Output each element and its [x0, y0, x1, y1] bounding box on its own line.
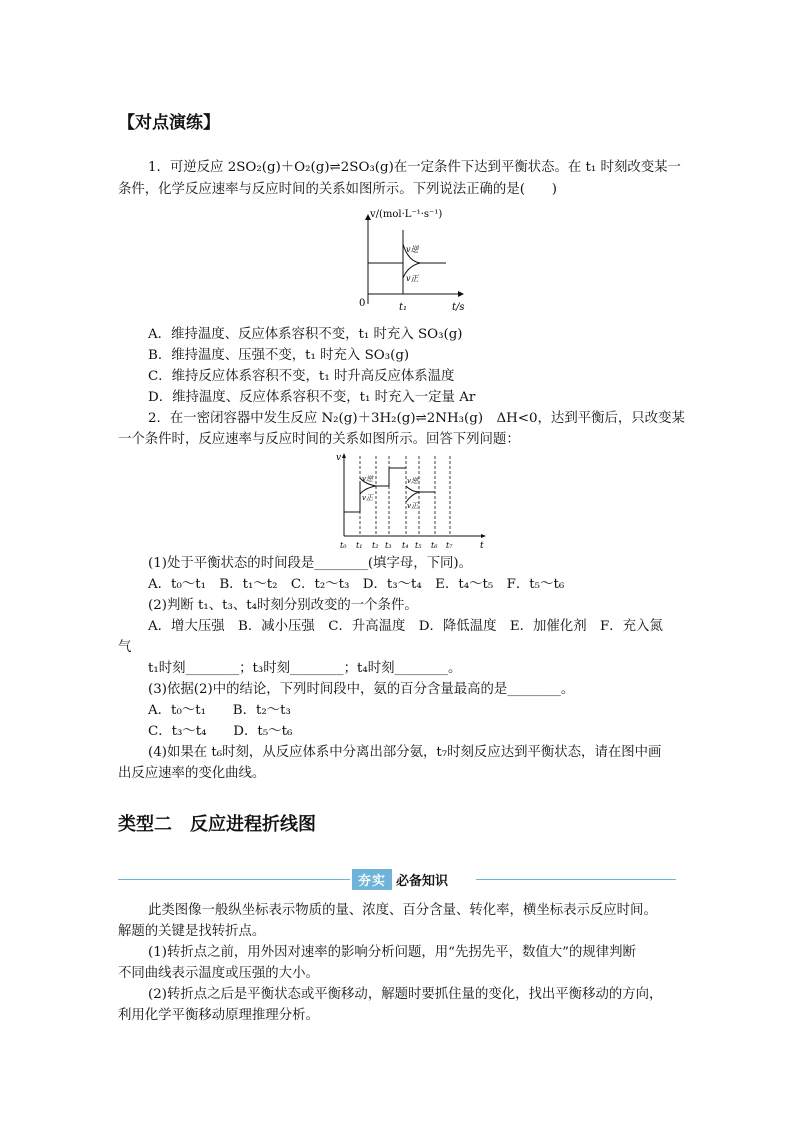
q2-label-v-reverse-4: v逆 [407, 477, 418, 485]
q2-v-reverse-curve-4 [406, 486, 419, 492]
q2-tick-t7: t₇ [446, 541, 453, 550]
q1-v-forward-label: v正 [406, 274, 419, 283]
knowledge-p1-line1: 此类图像一般纵坐标表示物质的量、浓度、百分含量、转化率，横坐标表示反应时间。 [148, 903, 657, 918]
q2-sub2-options-a: A．增大压强 B．减小压强 C．升高温度 D．降低温度 E．加催化剂 F．充入氮 [148, 619, 663, 634]
q2-x-label: t [480, 541, 484, 551]
q2-label-v-reverse-1: v逆 [362, 475, 373, 483]
q2-tick-t3: t₃ [385, 541, 392, 550]
q1-y-label: v/(mol·L⁻¹·s⁻¹) [370, 209, 443, 220]
q2-stem-line2: 一个条件时，反应速率与反应时间的关系如图所示。回答下列问题： [118, 432, 520, 447]
badge-box: 夯实 [352, 869, 392, 890]
q2-tick-t6: t₆ [431, 541, 438, 550]
q2-rate-time-chart [332, 450, 492, 552]
q1-option-c: C．维持反应体系容积不变，t₁ 时升高反应体系温度 [148, 369, 455, 384]
q1-rate-time-chart [348, 206, 478, 314]
q2-sub4-line2: 出反应速率的变化曲线。 [118, 766, 266, 781]
q2-sub1-options: A．t₀～t₁ B．t₁～t₂ C．t₂～t₃ D．t₃～t₄ E．t₄～t₅ F．t₅～t₆ [148, 577, 565, 592]
knowledge-badge [352, 869, 448, 889]
q2-sub3: (3)依据(2)中的结论，下列时间段中，氨的百分含量最高的是________。 [148, 682, 575, 697]
q2-sub3-options-b: C．t₃～t₄ D．t₅～t₆ [148, 724, 293, 739]
q2-sub2-answers: t₁时刻________；t₃时刻________；t₄时刻________。 [148, 661, 462, 676]
knowledge-p2-line2: 不同曲线表示温度或压强的大小。 [118, 966, 319, 981]
knowledge-p3-line2: 利用化学平衡移动原理推理分析。 [118, 1008, 319, 1023]
q2-tick-t0: t₀ [340, 541, 347, 550]
section-title: 【对点演练】 [118, 113, 220, 133]
q1-option-d: D．维持温度、反应体系容积不变，t₁ 时充入一定量 Ar [148, 390, 476, 405]
q2-label-v-forward-1: v正 [362, 494, 373, 502]
q2-v-forward-curve-1 [360, 486, 376, 494]
q2-tick-t2: t₂ [372, 541, 379, 550]
badge-rule-right [476, 879, 676, 880]
q1-t1-label: t₁ [399, 302, 408, 313]
type2-heading: 类型二 反应进程折线图 [118, 814, 316, 835]
q2-sub3-options-a: A．t₀～t₁ B．t₂～t₃ [148, 703, 291, 718]
q2-y-arrow [342, 453, 346, 458]
q1-option-a: A．维持温度、反应体系容积不变，t₁ 时充入 SO₃(g) [148, 327, 463, 342]
knowledge-p2-line1: (1)转折点之前，用外因对速率的影响分析问题，用“先拐先平，数值大”的规律判断 [148, 945, 636, 960]
knowledge-p3-line1: (2)转折点之后是平衡状态或平衡移动，解题时要抓住量的变化，找出平衡移动的方向， [148, 987, 663, 1002]
q1-origin-label: 0 [359, 298, 366, 309]
q2-sub2: (2)判断 t₁、t₃、t₄时刻分别改变的一个条件。 [148, 598, 418, 613]
q2-v-forward-curve-4 [406, 492, 419, 502]
q2-x-arrow [481, 534, 486, 538]
knowledge-p1-line2: 解题的关键是找转折点。 [118, 924, 266, 939]
q2-stem-line1: 2．在一密闭容器中发生反应 N₂(g)＋3H₂(g)⇌2NH₃(g) ΔH<0，达到平衡后，只改变某 [148, 411, 685, 426]
q1-x-label: t/s [452, 302, 465, 313]
q1-v-reverse-label: v逆 [406, 245, 419, 254]
q2-tick-t4: t₄ [402, 541, 409, 550]
q2-sub4-line1: (4)如果在 t₆时刻，从反应体系中分离出部分氨，t₇时刻反应达到平衡状态，请在图中画 [148, 745, 662, 760]
q2-tick-t5: t₅ [415, 541, 422, 550]
badge-rule-left [118, 879, 350, 880]
q2-sub2-options-b: 气 [118, 640, 132, 655]
q2-sub1: (1)处于平衡状态的时间段是________(填字母，下同)。 [148, 556, 473, 571]
q1-stem-line2: 条件，化学反应速率与反应时间的关系如图所示。下列说法正确的是( ) [118, 182, 557, 197]
q1-stem-line1: 1．可逆反应 2SO₂(g)＋O₂(g)⇌2SO₃(g)在一定条件下达到平衡状态。在 t₁ 时刻改变某一 [148, 160, 681, 175]
q2-tick-t1: t₁ [356, 541, 363, 550]
badge-text: 必备知识 [396, 874, 449, 889]
q1-x-arrow [458, 291, 464, 297]
q2-label-v-forward-4: v正 [407, 502, 418, 510]
q2-y-label: v [336, 453, 342, 463]
q1-option-b: B．维持温度、压强不变，t₁ 时充入 SO₃(g) [148, 348, 410, 363]
